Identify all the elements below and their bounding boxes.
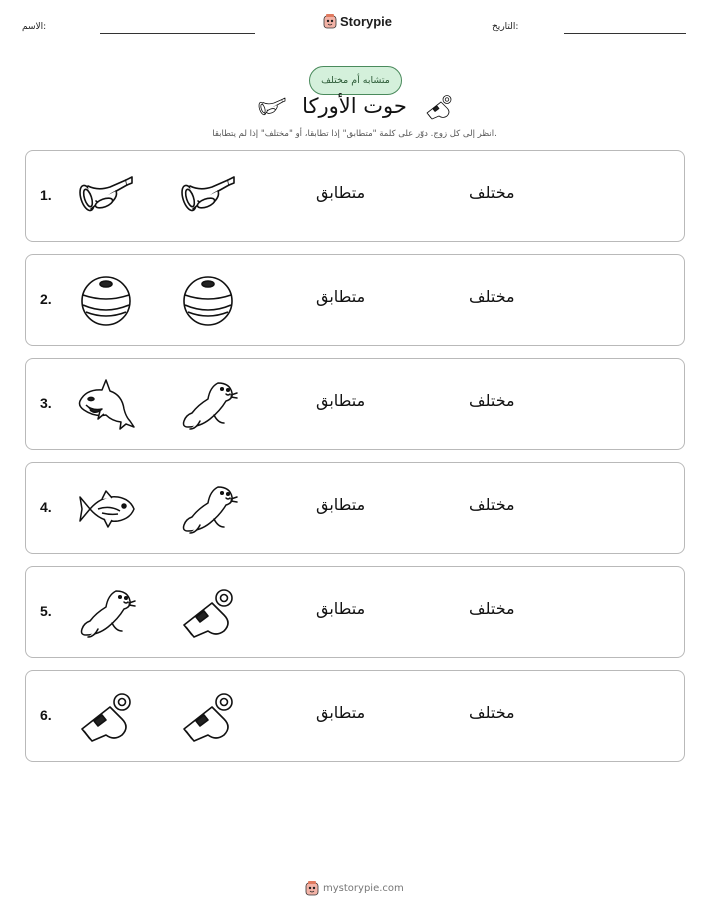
page-title: حوت الأوركا	[302, 94, 407, 118]
category-badge: متشابه أم مختلف	[309, 66, 402, 95]
date-label: التاريخ:	[492, 22, 519, 32]
trumpet-icon	[178, 169, 238, 225]
trumpet-icon	[76, 169, 136, 225]
different-option[interactable]: مختلف	[469, 287, 515, 306]
same-option[interactable]: متطابق	[316, 495, 366, 514]
instructions: انظر إلى كل زوج. دوّر على كلمة "متطابق" إذا تطابقا، أو "مختلف" إذا لم يتطابقا.	[212, 129, 497, 139]
row-number: 3.	[40, 395, 52, 411]
different-option[interactable]: مختلف	[469, 703, 515, 722]
whistle-icon	[178, 689, 238, 745]
same-option[interactable]: متطابق	[316, 703, 366, 722]
whistle-icon	[424, 93, 454, 121]
name-line[interactable]	[100, 33, 255, 34]
row-number: 4.	[40, 499, 52, 515]
exercise-row-3	[25, 358, 685, 450]
row-number: 6.	[40, 707, 52, 723]
fish-icon	[76, 481, 136, 537]
footer-url[interactable]: mystorypie.com	[323, 882, 404, 894]
seal-icon	[76, 585, 136, 641]
same-option[interactable]: متطابق	[316, 287, 366, 306]
row-number: 1.	[40, 187, 52, 203]
exercise-row-1	[25, 150, 685, 242]
same-option[interactable]: متطابق	[316, 599, 366, 618]
storypie-logo-icon	[305, 880, 319, 896]
bead-ball-icon	[76, 273, 136, 329]
date-line[interactable]	[564, 33, 686, 34]
different-option[interactable]: مختلف	[469, 495, 515, 514]
bead-ball-icon	[178, 273, 238, 329]
exercise-row-2	[25, 254, 685, 346]
brand	[323, 13, 392, 29]
storypie-logo-icon	[323, 13, 337, 29]
whistle-icon	[76, 689, 136, 745]
row-number: 5.	[40, 603, 52, 619]
exercise-row-5	[25, 566, 685, 658]
different-option[interactable]: مختلف	[469, 183, 515, 202]
same-option[interactable]: متطابق	[316, 391, 366, 410]
same-option[interactable]: متطابق	[316, 183, 366, 202]
name-label: الاسم:	[22, 22, 47, 32]
orca-icon	[76, 377, 136, 433]
exercise-row-6	[25, 670, 685, 762]
whistle-icon	[178, 585, 238, 641]
row-number: 2.	[40, 291, 52, 307]
seal-icon	[178, 377, 238, 433]
exercise-row-4	[25, 462, 685, 554]
footer	[305, 880, 404, 896]
seal-icon	[178, 481, 238, 537]
brand-name: Storypie	[340, 13, 393, 29]
different-option[interactable]: مختلف	[469, 599, 515, 618]
different-option[interactable]: مختلف	[469, 391, 515, 410]
